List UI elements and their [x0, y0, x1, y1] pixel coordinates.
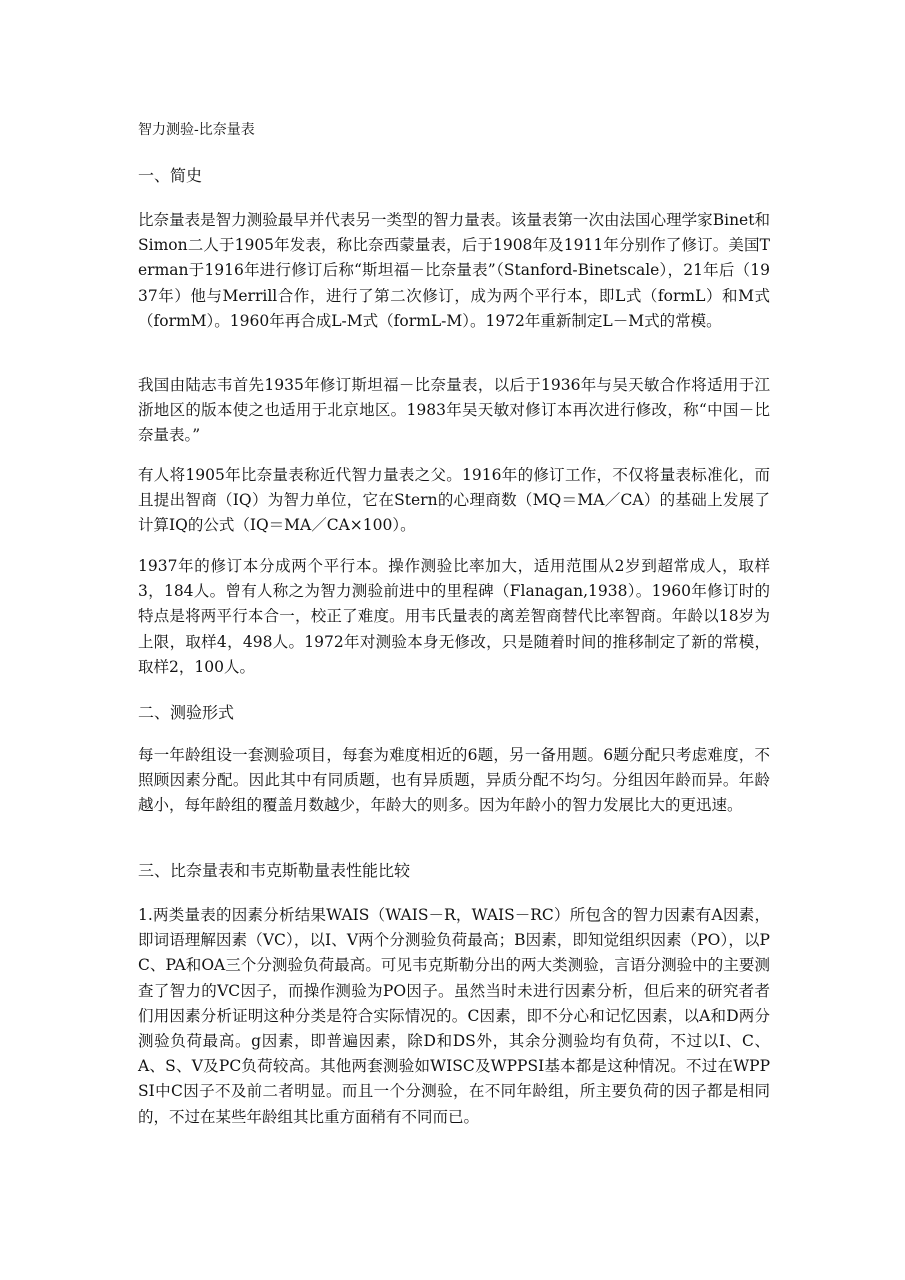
section-heading-comparison: 三、比奈量表和韦克斯勒量表性能比较: [138, 861, 411, 880]
document-title: 智力测验-比奈量表: [138, 122, 255, 138]
paragraph-history-4: 1937年的修订本分成两个平行本。操作测验比率加大，适用范围从2岁到超常成人，取样3，184人。曾有人称之为智力测验前进中的里程碑（Flanagan,1938）。1960年修订时的特点是将两平行本合一，校正了难度。用韦氏量表的离差智商替代比率智商。年龄以18岁为上限，取样4，498人。1972年对测验本身无修改，只是随着时间的推移制定了新的常模，取样2，100人。: [138, 557, 770, 676]
section-heading-test-format: 二、测验形式: [138, 703, 235, 722]
paragraph-history-2: 我国由陆志韦首先1935年修订斯坦福－比奈量表，以后于1936年与吴天敏合作将适用于江浙地区的版本使之也适用于北京地区。1983年吴天敏对修订本再次进行修改，称“中国－比奈量表。”: [138, 376, 770, 445]
section-heading-history: 一、简史: [138, 166, 203, 185]
paragraph-history-1: 比奈量表是智力测验最早并代表另一类型的智力量表。该量表第一次由法国心理学家Binet和Simon二人于1905年发表，称比奈西蒙量表，后于1908年及1911年分别作了修订。美国Terman于1916年进行修订后称“斯坦福－比奈量表”（Stanford-Binetscale），21年后（1937年）他与Merrill合作，进行了第二次修订，成为两个平行本，即L式（formL）和M式（formM）。1960年再合成L-M式（formL-M）。1972年重新制定L－M式的常模。: [138, 211, 770, 330]
paragraph-history-3: 有人将1905年比奈量表称近代智力量表之父。1916年的修订工作，不仅将量表标准化，而且提出智商（IQ）为智力单位，它在Stern的心理商数（MQ＝MA／CA）的基础上发展了计算IQ的公式（IQ＝MA／CA×100）。: [138, 466, 770, 535]
paragraph-comparison-1: 1.两类量表的因素分析结果WAIS（WAIS－R，WAIS－RC）所包含的智力因素有A因素，即词语理解因素（VC），以I、V两个分测验负荷最高；B因素，即知觉组织因素（PO），以PC、PA和OA三个分测验负荷最高。可见韦克斯勒分出的两大类测验，言语分测验中的主要测查了智力的VC因子，而操作测验为PO因子。虽然当时未进行因素分析，但后来的研究者者们用因素分析证明这种分类是符合实际情况的。C因素，即不分心和记忆因素，以A和D两分测验负荷最高。g因素，即普遍因素，除D和DS外，其余分测验均有负荷，不过以I、C、A、S、V及PC负荷较高。其他两套测验如WISC及WPPSI基本都是这种情况。不过在WPPSI中C因子不及前二者明显。而且一个分测验，在不同年龄组，所主要负荷的因子都是相同的，不过在某些年龄组其比重方面稍有不同而已。: [138, 906, 770, 1126]
paragraph-test-format-1: 每一年龄组设一套测验项目，每套为难度相近的6题，另一备用题。6题分配只考虑难度，不照顾因素分配。因此其中有同质题，也有异质题，异质分配不均匀。分组因年龄而异。年龄越小，每年龄组的覆盖月数越少，年龄大的则多。因为年龄小的智力发展比大的更迅速。: [138, 746, 770, 815]
